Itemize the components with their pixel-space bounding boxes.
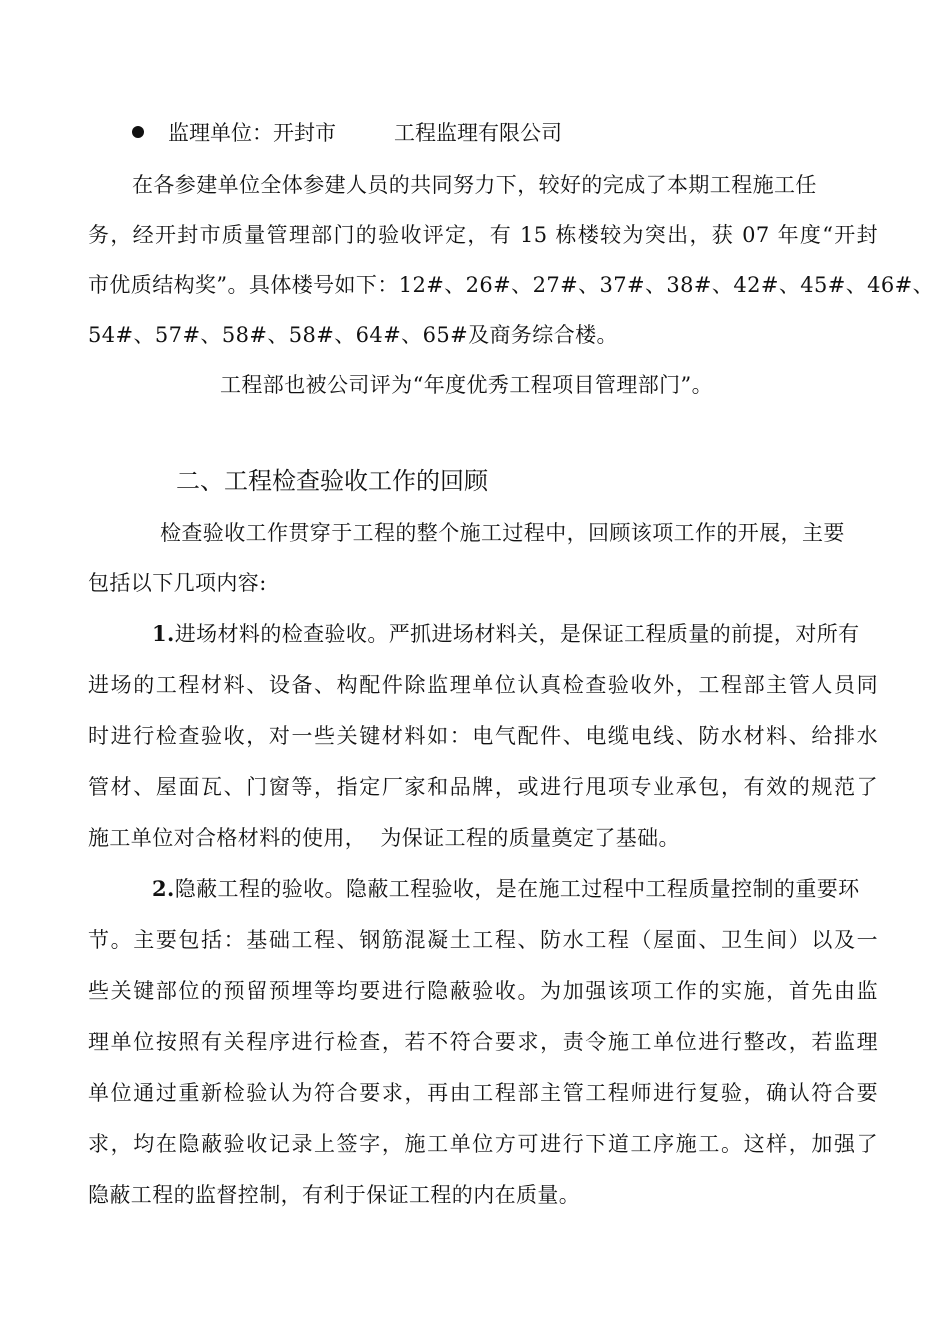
item2-line-4: 理单位按照有关程序进行检查，若不符合要求，责令施工单位进行整改，若监理: [88, 1030, 878, 1054]
para1-line-3: 市优质结构奖”。具体楼号如下：12#、26#、27#、37#、38#、42#、45#、46#、: [88, 273, 935, 297]
para1-line-1: 在各参建单位全体参建人员的共同努力下，较好的完成了本期工程施工任: [132, 173, 817, 197]
item1-line-5: 施工单位对合格材料的使用， 为保证工程的质量奠定了基础。: [88, 826, 680, 850]
supervision-unit-line: [132, 118, 562, 148]
item2-line-5: 单位通过重新检验认为符合要求，再由工程部主管工程师进行复验，确认符合要: [88, 1081, 878, 1105]
item2-first-text: 隐蔽工程的验收。隐蔽工程验收，是在施工过程中工程质量控制的重要环: [174, 877, 860, 901]
supervision-company: 工程监理有限公司: [394, 121, 562, 145]
bullet-dot-icon: [132, 126, 144, 138]
intro-line-1: 检查验收工作贯穿于工程的整个施工过程中，回顾该项工作的开展，主要: [160, 521, 845, 545]
para1-line-4: 54#、57#、58#、58#、64#、65#及商务综合楼。: [88, 323, 618, 347]
item1-first-text: 进场材料的检查验收。严抓进场材料关，是保证工程质量的前提，对所有: [174, 622, 860, 646]
item2-line-2: 节。主要包括：基础工程、钢筋混凝土工程、防水工程（屋面、卫生间）以及一: [88, 928, 878, 952]
item2-line-7: 隐蔽工程的监督控制，有利于保证工程的内在质量。: [88, 1183, 581, 1207]
item2-line-3: 些关键部位的预留预埋等均要进行隐蔽验收。为加强该项工作的实施，首先由监: [88, 979, 878, 1003]
para1-line-2: 务，经开封市质量管理部门的验收评定，有 15 栋楼较为突出，获 07 年度“开封: [88, 223, 878, 247]
item1-number: 1.: [152, 621, 175, 646]
supervision-unit-label: 监理单位：开封市: [168, 121, 336, 145]
item1-line-2: 进场的工程材料、设备、构配件除监理单位认真检查验收外，工程部主管人员同: [88, 673, 878, 697]
item2-line-6: 求，均在隐蔽验收记录上签字，施工单位方可进行下道工序施工。这样，加强了: [88, 1132, 878, 1156]
para2-line: 工程部也被公司评为“年度优秀工程项目管理部门”。: [220, 373, 714, 397]
item1-line-3: 时进行检查验收，对一些关键材料如：电气配件、电缆电线、防水材料、给排水: [88, 724, 878, 748]
item1-first-line: [152, 619, 878, 649]
item1-line-4: 管材、屋面瓦、门窗等，指定厂家和品牌，或进行甩项专业承包，有效的规范了: [88, 775, 878, 799]
item2-number: 2.: [152, 876, 175, 901]
section2-heading: 二、工程检查验收工作的回顾: [176, 467, 488, 495]
item2-first-line: [152, 874, 878, 904]
intro-line-2: 包括以下几项内容:: [88, 571, 267, 595]
